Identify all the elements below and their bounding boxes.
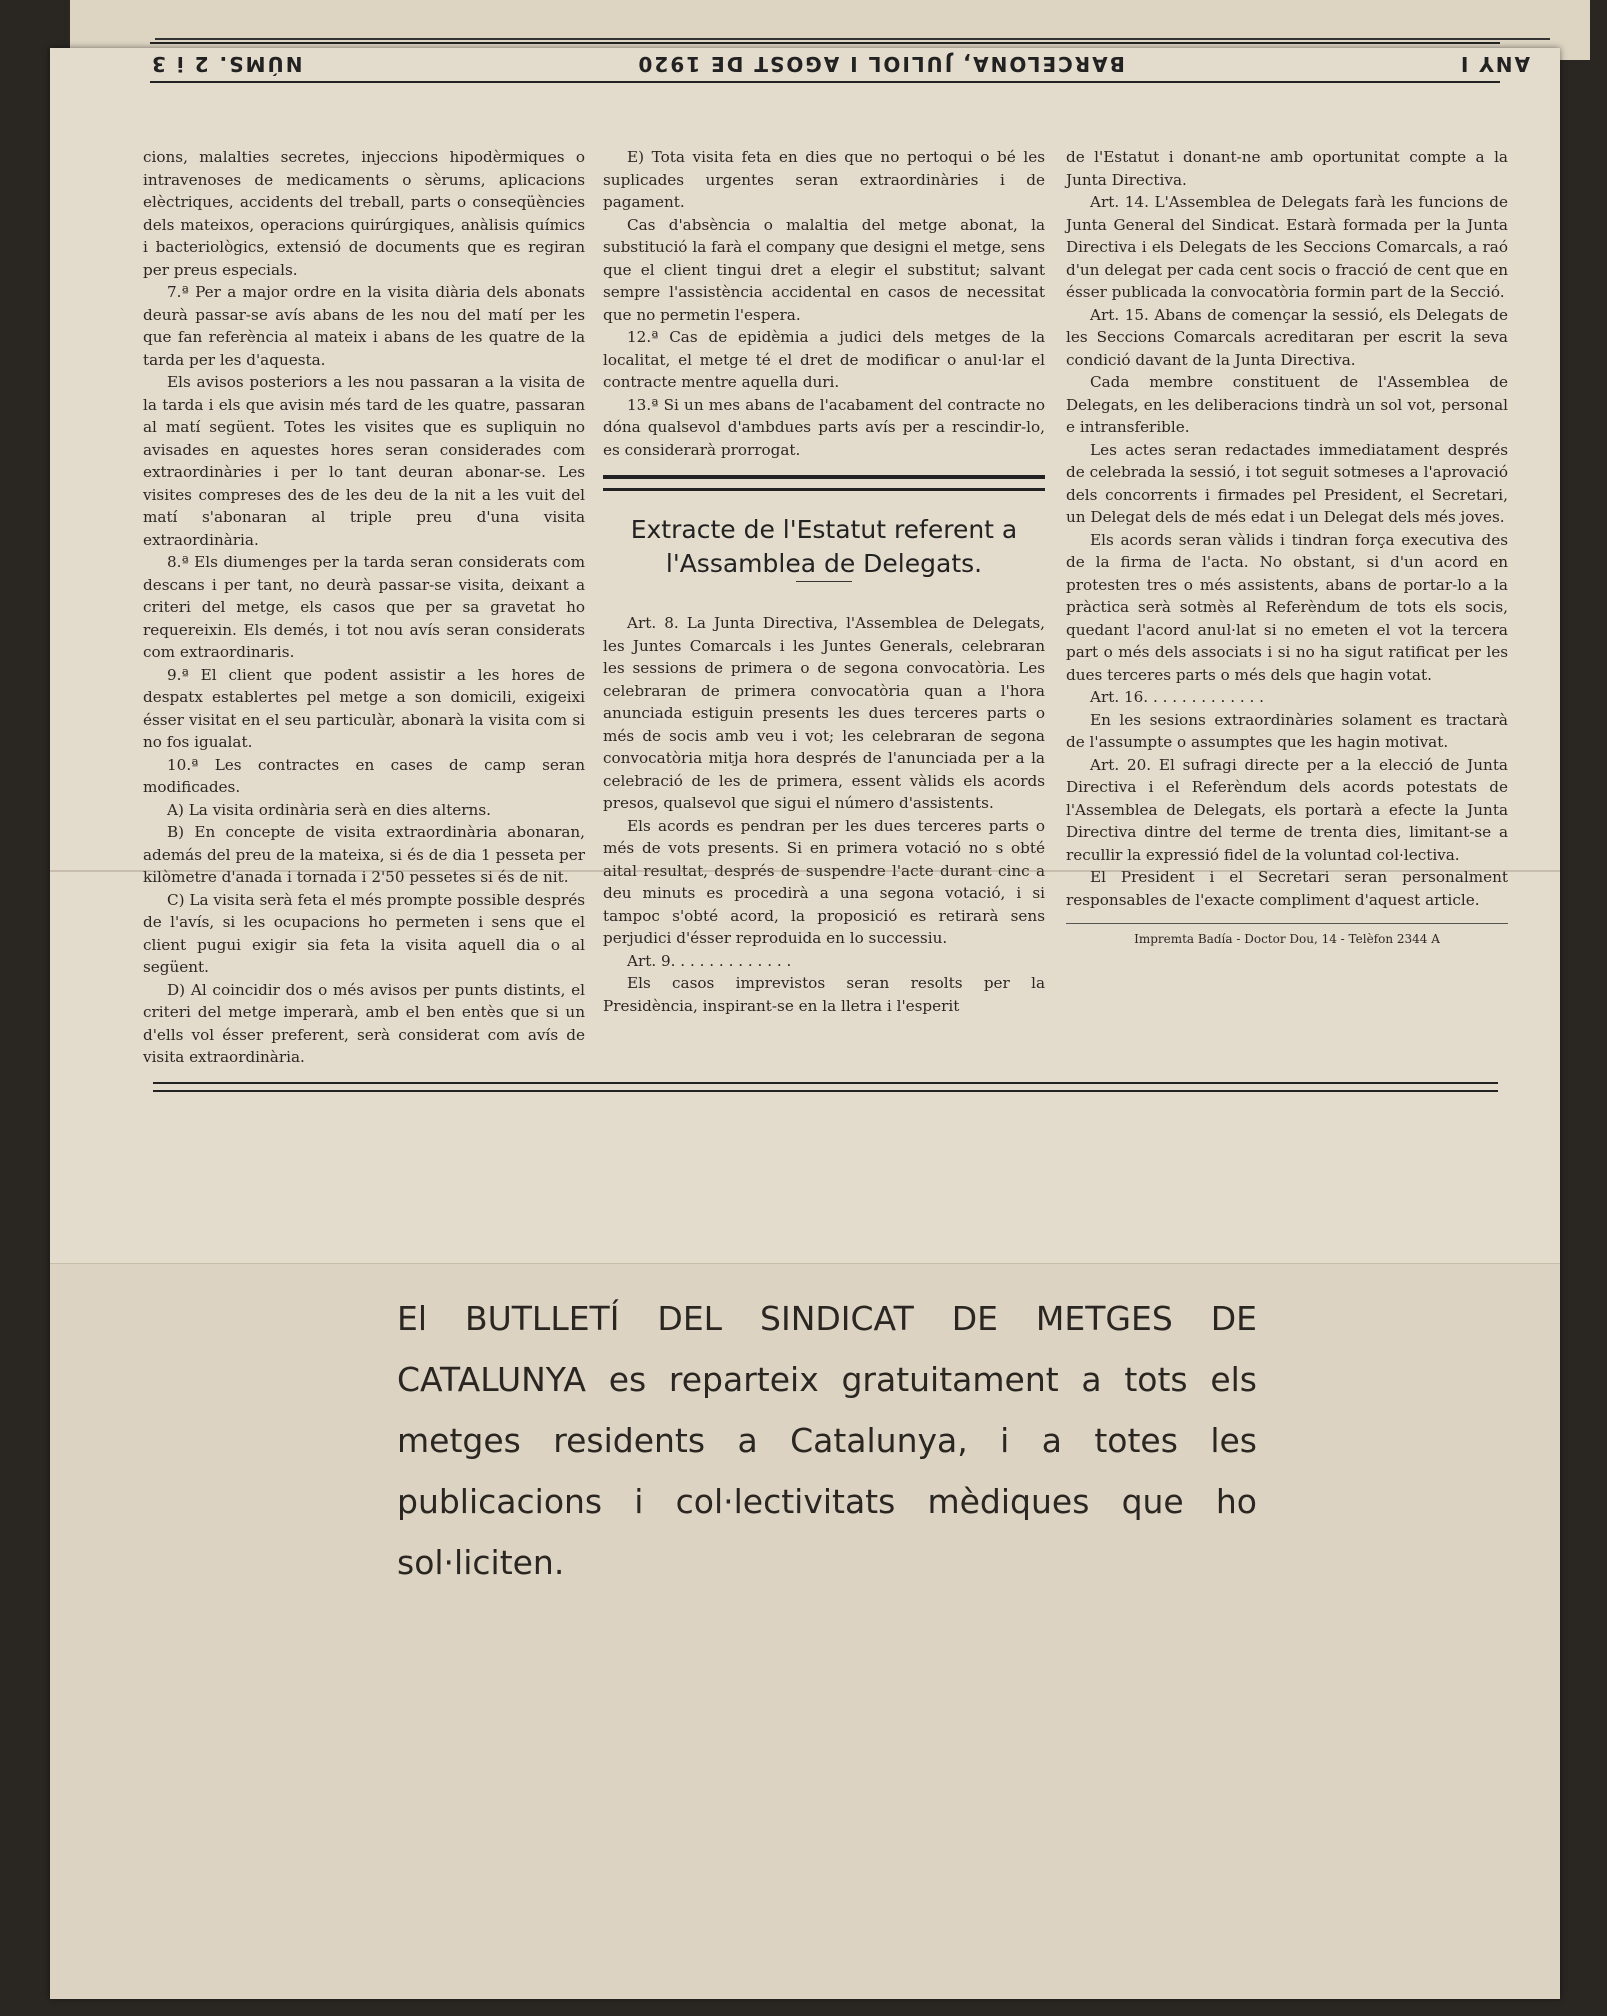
- column-2: [603, 146, 1045, 1017]
- column-1: [143, 146, 585, 1069]
- col1-paragraph: Els avisos posteriors a les nou passaran a la visita de la tarda i els que avisin més tard de les quatre, passaran al matí següent. Totes les visites que es supliquin no avisades en aquestes hores seran considerades com extraordinàries i per lo tant deuran abonar-se. Les visites compreses des de les deu de la nit a les vuit del matí s'abonaran al triple preu d'una visita extraordinària.: [143, 373, 585, 549]
- running-header: [150, 48, 1530, 80]
- col3-paragraph: Art. 20. El sufragi directe per a la elecció de Junta Directiva i el Referèndum dels acords potestats de l'Assemblea de Delegats, els portarà a efecte la Junta Directiva dintre del terme de trenta dies, limitant-se a recullir la expressió fidel de la voluntad col·lectiva.: [1066, 755, 1508, 864]
- distribution-notice: El BUTLLETÍ DEL SINDICAT DE METGES DE CATALUNYA es reparteix gratuitament a tots els metges residents a Catalunya, i a totes les publicacions i col·lectivitats mèdiques que ho sol·liciten.: [397, 1299, 1257, 1582]
- col3-paragraph: Art. 15. Abans de començar la sessió, els Delegats de les Seccions Comarcals acreditaran per escrit la seva condició davant de la Junta Directiva.: [1066, 305, 1508, 369]
- header-top-rule: [150, 42, 1500, 44]
- header-year: ANY I: [1458, 52, 1530, 76]
- newspaper-page: [50, 48, 1560, 1998]
- col1-paragraph: D) Al coincidir dos o més avisos per punts distints, el criteri del metge imperarà, amb el ben entès que si un d'ells vol ésser preferent, serà considerat com avís de visita extraordinària.: [143, 980, 585, 1066]
- section-title: Extracte de l'Estatut referent a l'Assamblea de Delegats.: [630, 515, 1018, 578]
- col3-paragraph: En les sesions extraordinàries solament es tractarà de l'assumpte o assumptes que les hagin motivat.: [1066, 710, 1508, 751]
- col3-paragraph: de l'Estatut i donant-ne amb oportunitat compte a la Junta Directiva.: [1066, 148, 1508, 189]
- col2-paragraph: Art. 9. . . . . . . . . . . . .: [627, 951, 792, 970]
- col1-paragraph: 8.ª Els diumenges per la tarda seran considerats com descans i per tant, no deurà passar-se visita, deixant a criteri del metge, els casos que per sa gravetat ho requereixin. Els demés, i tot nou avís seran considerats com extraordinaris.: [143, 553, 585, 661]
- column-3: [1066, 146, 1508, 951]
- header-bottom-rule: [150, 81, 1500, 83]
- col3-paragraph: Art. 16. . . . . . . . . . . . .: [1090, 688, 1265, 706]
- col3-paragraph: Cada membre constituent de l'Assemblea de Delegats, en les deliberacions tindrà un sol vot, personal e intransferible.: [1066, 373, 1508, 436]
- col1-paragraph: cions, malalties secretes, injeccions hipodèrmiques o intravenoses de medicaments o sèrums, aplicacions elèctriques, accidents del treball, parts o conseqüències dels mateixos, operacions quirúrgiques, anàlisis químics i bacteriològics, extensió de documents que es regiran per preus especials.: [143, 148, 585, 279]
- printer-imprint: Impremta Badía - Doctor Dou, 14 - Telèfon 2344 A: [1134, 932, 1440, 946]
- upper-page-rule: [155, 38, 1550, 40]
- col1-paragraph: 7.ª Per a major ordre en la visita diària dels abonats deurà passar-se avís abans de les nou del matí per les que fan referència al mateix i abans de les quatre de la tarda per les d'aquesta.: [143, 283, 585, 369]
- col1-paragraph: B) En concepte de visita extraordinària abonaran, además del preu de la mateixa, si és de dia 1 pesseta per kilòmetre d'anada i tornada i 2'50 pessetes si és de nit.: [143, 823, 585, 886]
- imprint-rule: [1066, 923, 1508, 924]
- col2-paragraph: Els casos imprevistos seran resolts per la Presidència, inspirant-se en la lletra i l'esperit: [603, 974, 1045, 1015]
- col1-paragraph: A) La visita ordinària serà en dies alterns.: [167, 800, 491, 819]
- col2-paragraph: 13.ª Si un mes abans de l'acabament del contracte no dóna qualsevol d'ambdues parts avís per a rescindir-lo, es considerarà prorrogat.: [603, 395, 1045, 459]
- col2-paragraph: E) Tota visita feta en dies que no pertoqui o bé les suplicades urgentes seran extraordinàries i de pagament.: [603, 148, 1045, 211]
- paper-fold: [50, 870, 1560, 872]
- header-issue-number: NÚMS. 2 i 3: [150, 52, 303, 76]
- header-place-date: BARCELONA, JULIOL I AGOST DE 1920: [636, 52, 1125, 76]
- col1-paragraph: 9.ª El client que podent assistir a les hores de despatx establertes pel metge a son domicili, exigeixi ésser visitat en el seu particulàr, abonarà la visita com si no fos igualat.: [143, 665, 585, 751]
- section-divider: [603, 475, 1045, 491]
- col3-paragraph: Les actes seran redactades immediatament després de celebrada la sessió, i tot seguit sotmeses a l'aprovació dels concorrents i firmades pel President, el Secretari, un Delegat dels de més edat i un Delegat dels més joves.: [1066, 440, 1508, 526]
- col3-paragraph: Els acords seran vàlids i tindran força executiva des de la firma de l'acta. No obstant, si d'un acord en protesten tres o més assistents, abans de portar-lo a la pràctica serà sotmès al Referèndum de tots els socis, quedant l'acord anul·lat si no emeten el vot la tercera part o més dels associats i si no ha sigut ratificat per les dues terceres parts o més dels que hagin votat.: [1066, 530, 1508, 684]
- col3-paragraph: Art. 14. L'Assemblea de Delegats farà les funcions de Junta General del Sindicat. Estarà formada per la Junta Directiva i els Delegats de les Seccions Comarcals, a raó d'un delegat per cada cent socis o fracció de cent que en ésser publicada la convocatòria formin part de la Secció.: [1066, 193, 1508, 301]
- col1-paragraph: C) La visita serà feta el més prompte possible després de l'avís, si les ocupacions ho permeten i sens que el client pugui exigir sia feta la visita aquell dia o al següent.: [143, 890, 585, 976]
- col2-paragraph: Art. 8. La Junta Directiva, l'Assemblea de Delegats, les Juntes Comarcals i les Juntes Generals, celebraran les sessions de primera o de segona convocatòria. Les celebraran de primera convocatòria quan a l'hora anunciada estiguin presents les dues terceres parts o més de socis amb veu i vot; les celebraran de segona convocatòria mitja hora després de l'anunciada per a la celebració de les de primera, essent vàlids els acords presos, qualsevol que sigui el número d'assistents.: [603, 614, 1045, 812]
- col1-paragraph: 10.ª Les contractes en cases de camp seran modificades.: [143, 755, 585, 796]
- col2-paragraph: Els acords es pendran per les dues terceres parts o més de vots presents. Si en primera votació no s obté aital resultat, després de suspendre l'acte durant cinc a deu minuts es procedirà a una segona votació, i si tampoc s'obté acord, la proposició es retirarà sens perjudici d'ésser reproduida en lo successiu.: [603, 816, 1045, 947]
- col3-paragraph: El President i el Secretari seran personalment responsables de l'exacte compliment d'aquest article.: [1066, 868, 1508, 909]
- col2-paragraph: 12.ª Cas de epidèmia a judici dels metges de la localitat, el metge té el dret de modificar o anul·lar el contracte mentre aquella duri.: [603, 328, 1045, 391]
- title-underline: [796, 581, 852, 582]
- bottom-double-rule: [153, 1082, 1498, 1092]
- col2-paragraph: Cas d'absència o malaltia del metge abonat, la substitució la farà el company que designi el metge, sens que el client tingui dret a elegir el substitut; salvant sempre l'assistència accidental en casos de necessitat que no permetin l'espera.: [603, 215, 1045, 324]
